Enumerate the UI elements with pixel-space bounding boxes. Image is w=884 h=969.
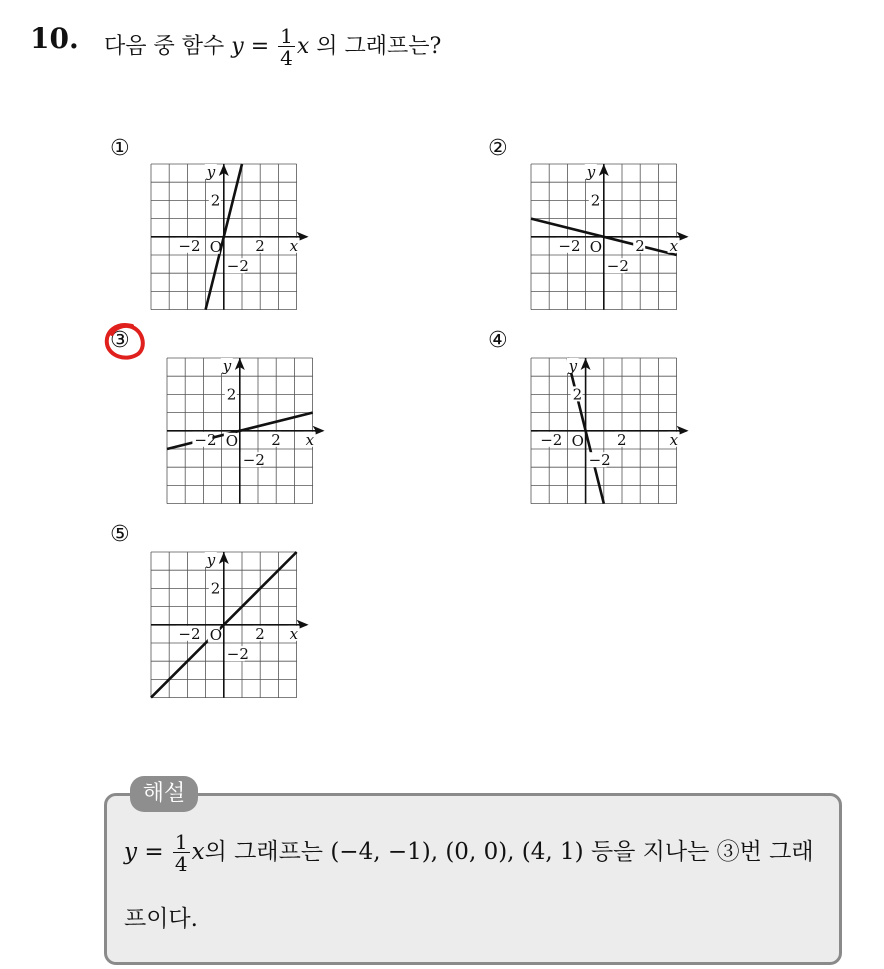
solution-text-1: 의 그래프는 (−4, −1), (0, 0), (4, 1) 등을 지나는 ③번 그래 [204,839,814,865]
y-tick-pos: 2 [210,191,221,210]
option-label-5[interactable]: ⑤ [110,522,130,547]
option-label-3[interactable]: ③ [110,328,130,353]
question-prefix: 다음 중 함수 [104,34,225,59]
question-equals: = [250,34,270,59]
y-axis-label: y [222,357,232,375]
x-axis-label: x [669,236,679,255]
solution-frac-den: 4 [174,852,188,876]
x-tick-pos: 2 [255,236,265,255]
question-x-var: x [296,34,310,59]
y-tick-pos: 2 [590,191,601,210]
y-tick-neg: −2 [226,257,249,276]
x-tick-pos: 2 [617,430,627,449]
y-tick-pos: 2 [226,385,237,404]
x-axis-label: x [289,236,299,255]
question-number: 10. [30,22,79,55]
x-tick-neg: −2 [540,430,563,449]
x-tick-pos: 2 [635,236,645,255]
graph-option-2 [530,163,690,311]
question-fraction [278,26,295,68]
graph-option-1 [150,163,310,311]
origin-label: O [209,237,223,256]
x-tick-pos: 2 [271,430,281,449]
solution-line-2: 프이다. [124,906,198,932]
option-label-4[interactable]: ④ [488,328,508,353]
y-tick-neg: −2 [606,257,629,276]
y-tick-neg: −2 [588,451,611,470]
question-suffix: 의 그래프는? [316,34,442,59]
origin-label: O [209,625,223,644]
y-axis-label: y [568,357,578,375]
x-axis-label: x [289,624,299,643]
option-label-2[interactable]: ② [488,136,508,161]
origin-label: O [589,237,603,256]
graph-option-5 [150,551,310,699]
x-tick-neg: −2 [178,624,201,643]
y-tick-neg: −2 [226,645,249,664]
x-tick-neg: −2 [558,236,581,255]
question-y-var: y [231,34,244,59]
question-frac-den: 4 [280,46,293,70]
origin-label: O [225,431,239,450]
question-frac-num: 1 [280,24,293,48]
solution-tab: 해설 [130,776,198,812]
solution-frac-num: 1 [174,830,188,854]
x-axis-label: x [669,430,679,449]
y-tick-pos: 2 [572,385,583,404]
answer-mark-circle [102,320,148,364]
y-tick-neg: −2 [242,451,265,470]
y-axis-label: y [586,163,596,181]
solution-line-1 [124,832,814,874]
question-text [104,26,441,68]
y-axis-label: y [206,163,216,181]
solution-y-var: y [124,839,137,865]
solution-x-var: x [191,839,205,865]
y-tick-pos: 2 [210,579,221,598]
x-tick-neg: −2 [178,236,201,255]
x-tick-neg: −2 [194,430,217,449]
solution-fraction [173,832,190,874]
solution-box [104,793,842,965]
option-label-1[interactable]: ① [110,136,130,161]
y-axis-label: y [206,551,216,569]
solution-equals: = [144,839,164,865]
graph-option-4 [530,357,690,505]
x-axis-label: x [305,430,315,449]
x-tick-pos: 2 [255,624,265,643]
origin-label: O [571,431,584,450]
graph-option-3 [166,357,326,505]
